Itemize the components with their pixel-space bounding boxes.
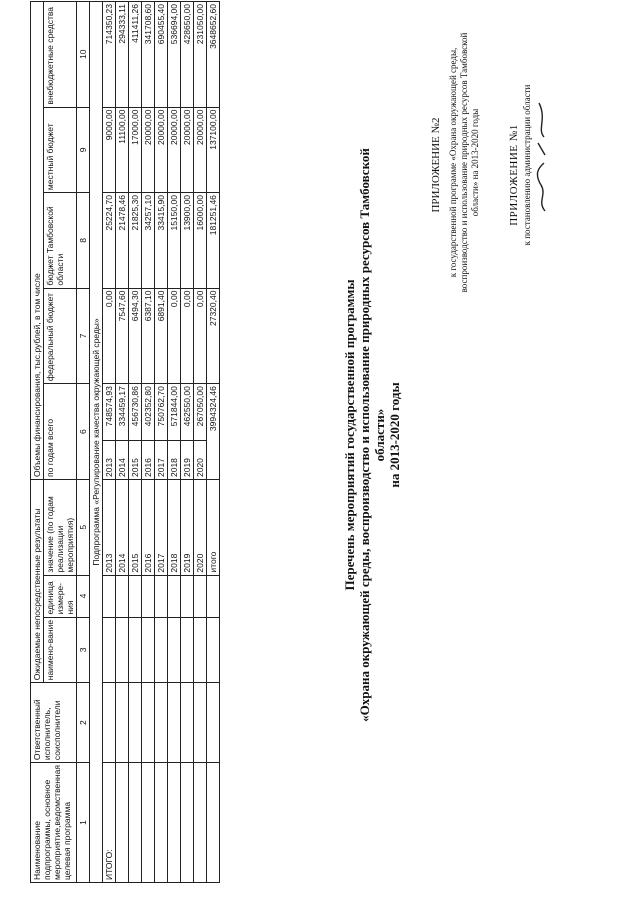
total-label-cell xyxy=(181,763,194,883)
result-unit-cell xyxy=(168,575,181,617)
executor-cell xyxy=(103,683,116,763)
table-row xyxy=(103,2,116,883)
header-extra: внебюджетные средства xyxy=(44,2,77,108)
regional-cell: 15150,00 xyxy=(168,193,181,288)
year-total: 456730,86 xyxy=(130,386,140,427)
colnum: 10 xyxy=(77,2,90,108)
year-total: 334459,17 xyxy=(117,386,127,427)
year-label: 2018 xyxy=(168,440,180,479)
header-regional: бюджет Тамбовской области xyxy=(44,193,77,288)
by-year-cell xyxy=(181,384,194,480)
extra-cell: 714350,23 xyxy=(103,2,116,108)
year-label: 2017 xyxy=(155,440,167,479)
federal-cell: 6891,40 xyxy=(155,288,168,384)
header-result-value: значение (по годам реализации мероприятия) xyxy=(44,480,77,576)
table-row xyxy=(116,2,129,883)
year-label: 2020 xyxy=(194,440,206,479)
title-line-2: «Охрана окружающей среды, воспроизводство и использование природных ресурсов Тамбовской области» xyxy=(357,148,387,722)
extra-cell: 411411,26 xyxy=(129,2,142,108)
header-executor: Ответственный исполнитель, соисполнители xyxy=(31,683,77,763)
subprogram-title: Подпрограмма «Регулирование качества окружающей среды» xyxy=(90,2,103,883)
year-total: 750762,70 xyxy=(156,386,166,427)
table-row xyxy=(181,2,194,883)
colnum: 2 xyxy=(77,683,90,763)
total-label-cell xyxy=(155,763,168,883)
extra-cell: 231050,00 xyxy=(194,2,207,108)
year-total: 267050,00 xyxy=(195,386,205,427)
colnum: 6 xyxy=(77,384,90,480)
by-year-cell xyxy=(129,384,142,480)
header-result-name: наимено-вание xyxy=(44,617,77,683)
year-label: 2014 xyxy=(116,440,128,479)
title-line-3: на 2013-2020 годы xyxy=(387,382,402,488)
column-number-row xyxy=(77,2,90,883)
local-cell: 11100,00 xyxy=(116,107,129,193)
result-unit-cell xyxy=(155,575,168,617)
local-cell: 20000,00 xyxy=(142,107,155,193)
total-label-cell xyxy=(194,763,207,883)
colnum: 8 xyxy=(77,193,90,288)
measures-table xyxy=(30,1,220,883)
result-year-cell: 2015 xyxy=(129,480,142,576)
federal-cell: 0,00 xyxy=(103,288,116,384)
regional-cell: 34257,10 xyxy=(142,193,155,288)
extra-cell: 341708,60 xyxy=(142,2,155,108)
itogo-row xyxy=(207,2,220,883)
regional-cell: 16000,00 xyxy=(194,193,207,288)
by-year-cell xyxy=(142,384,155,480)
header-by-year: по годам всего xyxy=(44,384,77,480)
result-unit-cell xyxy=(116,575,129,617)
itogo-federal: 27320,40 xyxy=(207,288,220,384)
total-label-cell xyxy=(129,763,142,883)
extra-cell: 690455,40 xyxy=(155,2,168,108)
appendix1-subtitle: к постановлению администрации области xyxy=(522,84,532,246)
year-total: 748574,93 xyxy=(104,386,114,427)
year-label: 2016 xyxy=(142,440,154,479)
year-label: 2013 xyxy=(103,440,115,479)
executor-cell xyxy=(116,683,129,763)
year-total: 402352,80 xyxy=(143,386,153,427)
year-label: 2019 xyxy=(181,440,193,479)
table-header-row xyxy=(31,2,44,883)
regional-cell: 33415,90 xyxy=(155,193,168,288)
extra-cell: 428650,00 xyxy=(181,2,194,108)
result-unit-cell xyxy=(129,575,142,617)
year-total: 571844,00 xyxy=(169,386,179,427)
result-unit-cell xyxy=(142,575,155,617)
by-year-cell xyxy=(155,384,168,480)
table-row xyxy=(168,2,181,883)
result-name-cell xyxy=(116,617,129,683)
local-cell: 20000,00 xyxy=(181,107,194,193)
regional-cell: 21478,46 xyxy=(116,193,129,288)
result-unit-cell xyxy=(181,575,194,617)
table-row xyxy=(194,2,207,883)
regional-cell: 21825,30 xyxy=(129,193,142,288)
colnum: 1 xyxy=(77,763,90,883)
header-federal: федеральный бюджет xyxy=(44,288,77,384)
by-year-cell xyxy=(168,384,181,480)
federal-cell: 7547,60 xyxy=(116,288,129,384)
result-name-cell xyxy=(194,617,207,683)
result-year-cell: 2019 xyxy=(181,480,194,576)
executor-cell xyxy=(155,683,168,763)
regional-cell: 13900,00 xyxy=(181,193,194,288)
local-cell: 20000,00 xyxy=(194,107,207,193)
handwritten-signature xyxy=(535,95,552,215)
result-name-cell xyxy=(103,617,116,683)
itogo-regional: 181251,46 xyxy=(207,193,220,288)
header-result-unit: единица измере-ния xyxy=(44,575,77,617)
executor-cell xyxy=(142,683,155,763)
title-line-1: Перечень мероприятий государственной программы xyxy=(342,279,357,591)
appendix2-subtitle: к государственной программе «Охрана окружающей среды, воспроизводство и использование природных ресурсов Тамбовской области» на 2013-2020 годы xyxy=(448,32,480,293)
header-name: Наименование подпрограммы, основное мероприятие,ведомственная целевая программа xyxy=(31,763,77,883)
executor-cell xyxy=(129,683,142,763)
header-local: местный бюджет xyxy=(44,107,77,193)
year-total: 462550,00 xyxy=(182,386,192,427)
subprogram-row xyxy=(90,2,103,883)
total-label-cell xyxy=(116,763,129,883)
by-year-cell xyxy=(116,384,129,480)
executor-cell xyxy=(168,683,181,763)
document-title xyxy=(342,135,402,735)
itogo-extra: 3648652,60 xyxy=(207,2,220,108)
colnum: 9 xyxy=(77,107,90,193)
federal-cell: 6387,10 xyxy=(142,288,155,384)
colnum: 7 xyxy=(77,288,90,384)
signature-scribble xyxy=(535,95,549,215)
header-results: Ожидаемые непосредственные результаты xyxy=(31,480,44,683)
result-unit-cell xyxy=(103,575,116,617)
total-label-cell xyxy=(168,763,181,883)
result-name-cell xyxy=(142,617,155,683)
table-row xyxy=(155,2,168,883)
executor-cell xyxy=(181,683,194,763)
local-cell: 17000,00 xyxy=(129,107,142,193)
itogo-all: 3994324,46 xyxy=(207,384,220,480)
extra-cell: 536694,00 xyxy=(168,2,181,108)
local-cell: 20000,00 xyxy=(155,107,168,193)
colnum: 3 xyxy=(77,617,90,683)
header-funding: Объемы финансирования, тыс.рублей, в том числе xyxy=(31,2,44,480)
extra-cell: 294333,11 xyxy=(116,2,129,108)
local-cell: 9000,00 xyxy=(103,107,116,193)
result-unit-cell xyxy=(194,575,207,617)
total-label-cell: ИТОГО: xyxy=(103,763,116,883)
regional-cell: 25224,70 xyxy=(103,193,116,288)
result-year-cell: 2017 xyxy=(155,480,168,576)
table-row xyxy=(129,2,142,883)
year-label: 2015 xyxy=(129,440,141,479)
federal-cell: 0,00 xyxy=(194,288,207,384)
local-cell: 20000,00 xyxy=(168,107,181,193)
executor-cell xyxy=(194,683,207,763)
federal-cell: 0,00 xyxy=(181,288,194,384)
colnum: 5 xyxy=(77,480,90,576)
result-name-cell xyxy=(129,617,142,683)
result-year-cell: 2014 xyxy=(116,480,129,576)
by-year-cell xyxy=(103,384,116,480)
table-row xyxy=(142,2,155,883)
result-name-cell xyxy=(168,617,181,683)
federal-cell: 0,00 xyxy=(168,288,181,384)
federal-cell: 6494,30 xyxy=(129,288,142,384)
colnum: 4 xyxy=(77,575,90,617)
itogo-label: итого xyxy=(207,480,220,576)
appendix1-label: ПРИЛОЖЕНИЕ №1 xyxy=(508,124,520,226)
itogo-local: 137100,00 xyxy=(207,107,220,193)
result-year-cell: 2016 xyxy=(142,480,155,576)
result-year-cell: 2013 xyxy=(103,480,116,576)
table-body xyxy=(103,2,207,883)
result-year-cell: 2018 xyxy=(168,480,181,576)
appendix2-label: ПРИЛОЖЕНИЕ №2 xyxy=(430,117,442,213)
total-label-cell xyxy=(142,763,155,883)
result-name-cell xyxy=(155,617,168,683)
result-name-cell xyxy=(181,617,194,683)
by-year-cell xyxy=(194,384,207,480)
result-year-cell: 2020 xyxy=(194,480,207,576)
